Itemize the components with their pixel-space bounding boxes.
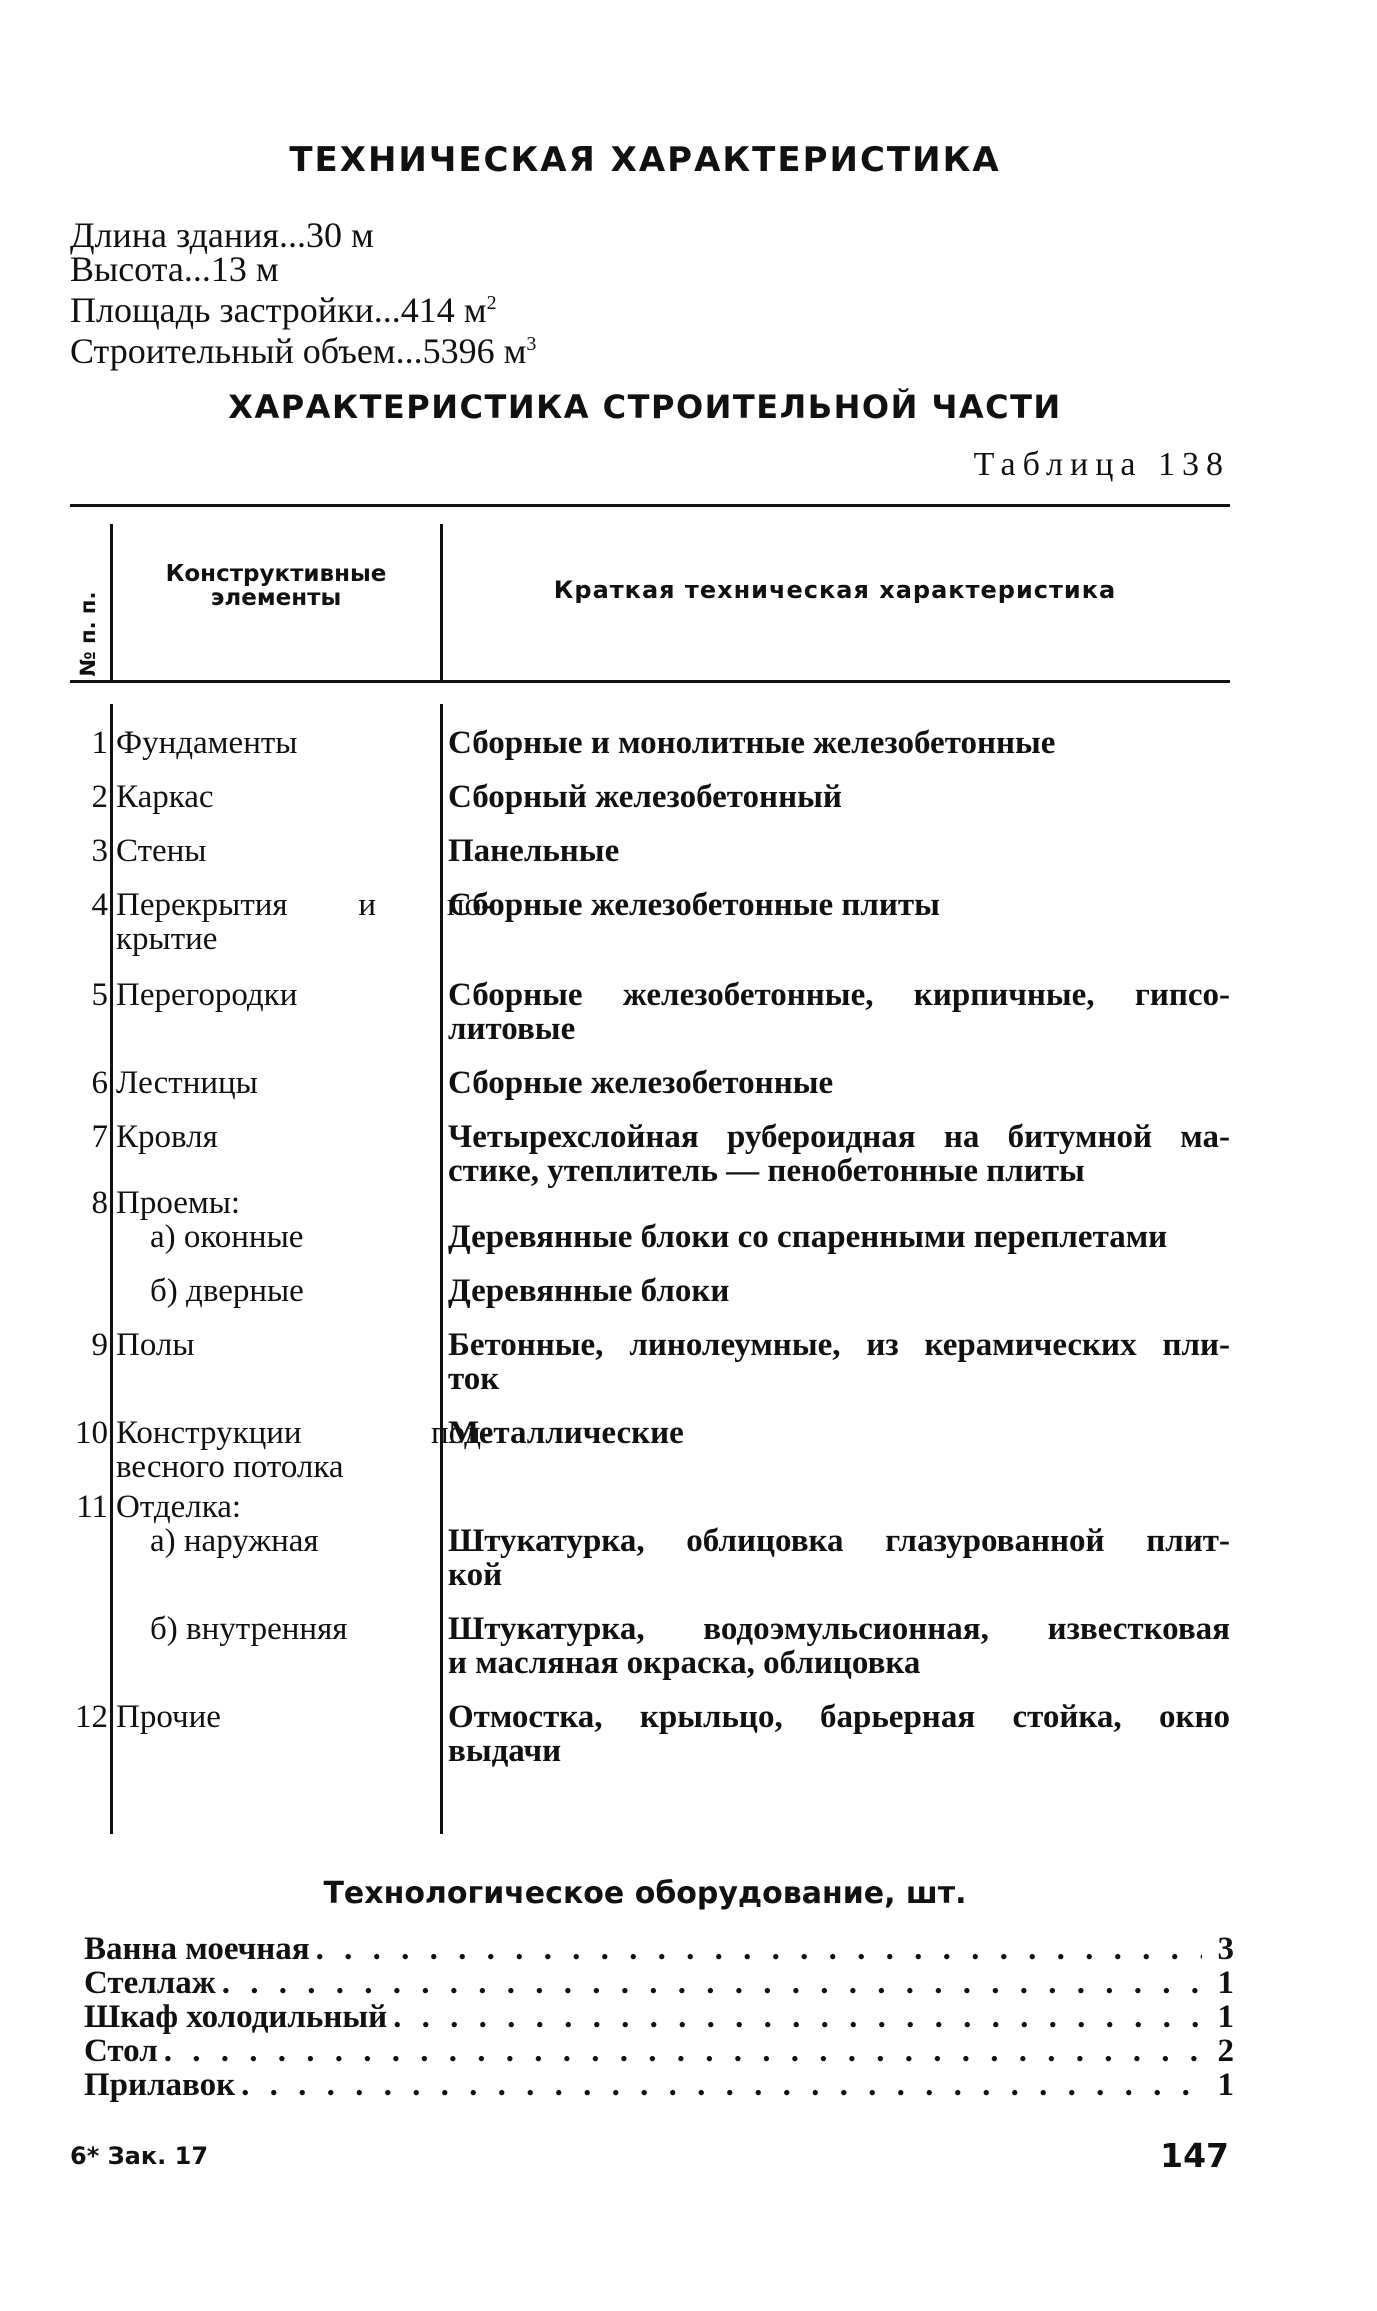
table-header-rule	[70, 680, 1230, 683]
equipment-qty: 1	[1217, 2067, 1234, 2103]
row-element: Каркас	[116, 779, 214, 815]
equipment-qty: 2	[1217, 2033, 1234, 2069]
row-description-line: стике, утеплитель — пенобетонные плиты	[448, 1153, 1085, 1189]
row-element: Стены	[116, 833, 207, 869]
row-element-line: Перекрытия и по-	[116, 887, 492, 923]
table-label: Таблица 138	[973, 446, 1230, 483]
equipment-name: Стол	[84, 2033, 158, 2069]
row-description: Деревянные блоки со спаренными переплетами	[448, 1219, 1168, 1255]
row-element: Фундаменты	[116, 725, 298, 761]
row-number: 4	[91, 887, 108, 923]
spec-area-text: Площадь застройки...414 м	[70, 290, 487, 330]
row-element-line: крытие	[116, 921, 218, 957]
row-number: 9	[91, 1327, 108, 1363]
dot-leader	[393, 2000, 1202, 2034]
table-col-divider-2	[440, 704, 443, 1834]
row-element: Прочие	[116, 1699, 221, 1735]
row-description-line: Четырехслойная рубероидная на битумной ма-	[448, 1119, 1230, 1155]
equipment-name: Стеллаж	[84, 1965, 216, 2001]
dot-leader	[222, 1966, 1202, 2000]
row-number: 7	[91, 1119, 108, 1155]
list-item	[84, 2000, 1234, 2034]
row-element: а) оконные	[150, 1219, 304, 1255]
row-description: Сборные железобетонные плиты	[448, 887, 940, 923]
row-number: 11	[76, 1489, 108, 1525]
equipment-name: Ванна моечная	[84, 1931, 310, 1967]
header-element: Конструктивные элементы	[165, 561, 387, 611]
row-element: б) дверные	[150, 1273, 304, 1309]
spec-height: Высота...13 м	[70, 249, 279, 289]
equipment-title: Технологическое оборудование, шт.	[323, 1876, 967, 1911]
row-description-line: ток	[448, 1361, 500, 1397]
dot-leader	[241, 2068, 1202, 2102]
table-top-rule	[70, 504, 1230, 507]
row-number: 3	[91, 833, 108, 869]
spec-area-unit-exp: 2	[486, 292, 497, 314]
equipment-qty: 1	[1217, 1965, 1234, 2001]
header-number: № п. п.	[76, 591, 100, 677]
row-description-line: Бетонные, линолеумные, из керамических пли-	[448, 1327, 1230, 1363]
row-description: Деревянные блоки	[448, 1273, 730, 1309]
spec-volume-unit-exp: 3	[526, 333, 537, 355]
row-description: Сборный железобетонный	[448, 779, 842, 815]
row-description	[448, 1524, 1230, 1592]
row-number: 8	[91, 1185, 108, 1221]
row-number: 10	[75, 1415, 108, 1451]
row-element: Проемы:	[116, 1185, 241, 1221]
row-description-line: кой	[448, 1557, 503, 1593]
table-col-divider-1	[110, 704, 113, 1834]
row-number: 5	[91, 977, 108, 1013]
row-description-line: Сборные железобетонные, кирпичные, гипсо-	[448, 977, 1230, 1013]
row-element-line: Конструкции под-	[116, 1415, 492, 1451]
row-number: 12	[75, 1699, 108, 1735]
row-description-line: и масляная окраска, облицовка	[448, 1645, 921, 1681]
row-element: Полы	[116, 1327, 195, 1363]
dot-leader	[164, 2034, 1202, 2068]
row-description: Сборные железобетонные	[448, 1065, 834, 1101]
page-number: 147	[1160, 2136, 1229, 2175]
row-description: Металлические	[448, 1415, 684, 1451]
row-element: Лестницы	[116, 1065, 258, 1101]
list-item	[84, 1966, 1234, 2000]
table-col-divider-1-header	[110, 524, 113, 680]
row-number: 1	[91, 725, 108, 761]
row-description-line: литовые	[448, 1011, 576, 1047]
row-description: Панельные	[448, 833, 620, 869]
equipment-name: Прилавок	[84, 2067, 236, 2103]
row-element: Отделка:	[116, 1489, 242, 1525]
row-element	[116, 1416, 492, 1484]
spec-area	[70, 286, 536, 330]
row-element: а) наружная	[150, 1523, 319, 1559]
row-description	[448, 1328, 1230, 1396]
row-element-line: весного потолка	[116, 1449, 344, 1485]
equipment-name: Шкаф холодильный	[84, 1999, 388, 2035]
row-description	[448, 1120, 1230, 1188]
row-description	[448, 1700, 1230, 1768]
row-element: Перегородки	[116, 977, 298, 1013]
row-element: б) внутренняя	[150, 1611, 348, 1647]
equipment-qty: 1	[1217, 1999, 1234, 2035]
specs-block	[70, 215, 537, 371]
list-item	[84, 1932, 1234, 1966]
spec-length: Длина здания...30 м	[70, 215, 374, 255]
spec-volume	[70, 327, 537, 371]
row-description-line: Отмостка, крыльцо, барьерная стойка, окно	[448, 1699, 1230, 1735]
row-description	[448, 978, 1230, 1046]
dot-leader	[316, 1932, 1202, 1966]
header-description: Краткая техническая характеристика	[553, 576, 1117, 604]
row-description: Сборные и монолитные железобетонные	[448, 725, 1056, 761]
list-item	[84, 2068, 1234, 2102]
row-number: 6	[91, 1065, 108, 1101]
footer-order-mark: 6* Зак. 17	[70, 2142, 209, 2170]
equipment-list	[84, 1932, 1234, 2102]
row-element	[116, 888, 492, 956]
page-title: ТЕХНИЧЕСКАЯ ХАРАКТЕРИСТИКА	[289, 140, 1001, 180]
row-description-line: Штукатурка, облицовка глазурованной плит-	[448, 1523, 1230, 1559]
row-element: Кровля	[116, 1119, 218, 1155]
row-description-line: выдачи	[448, 1733, 562, 1769]
spec-volume-text: Строительный объем...5396 м	[70, 331, 527, 371]
row-description-line: Штукатурка, водоэмульсионная, известковая	[448, 1611, 1230, 1647]
list-item	[84, 2034, 1234, 2068]
row-number: 2	[91, 779, 108, 815]
equipment-qty: 3	[1217, 1931, 1234, 1967]
characteristics-table	[70, 504, 1230, 1834]
building-section-title: ХАРАКТЕРИСТИКА СТРОИТЕЛЬНОЙ ЧАСТИ	[228, 388, 1062, 426]
row-description	[448, 1612, 1230, 1680]
